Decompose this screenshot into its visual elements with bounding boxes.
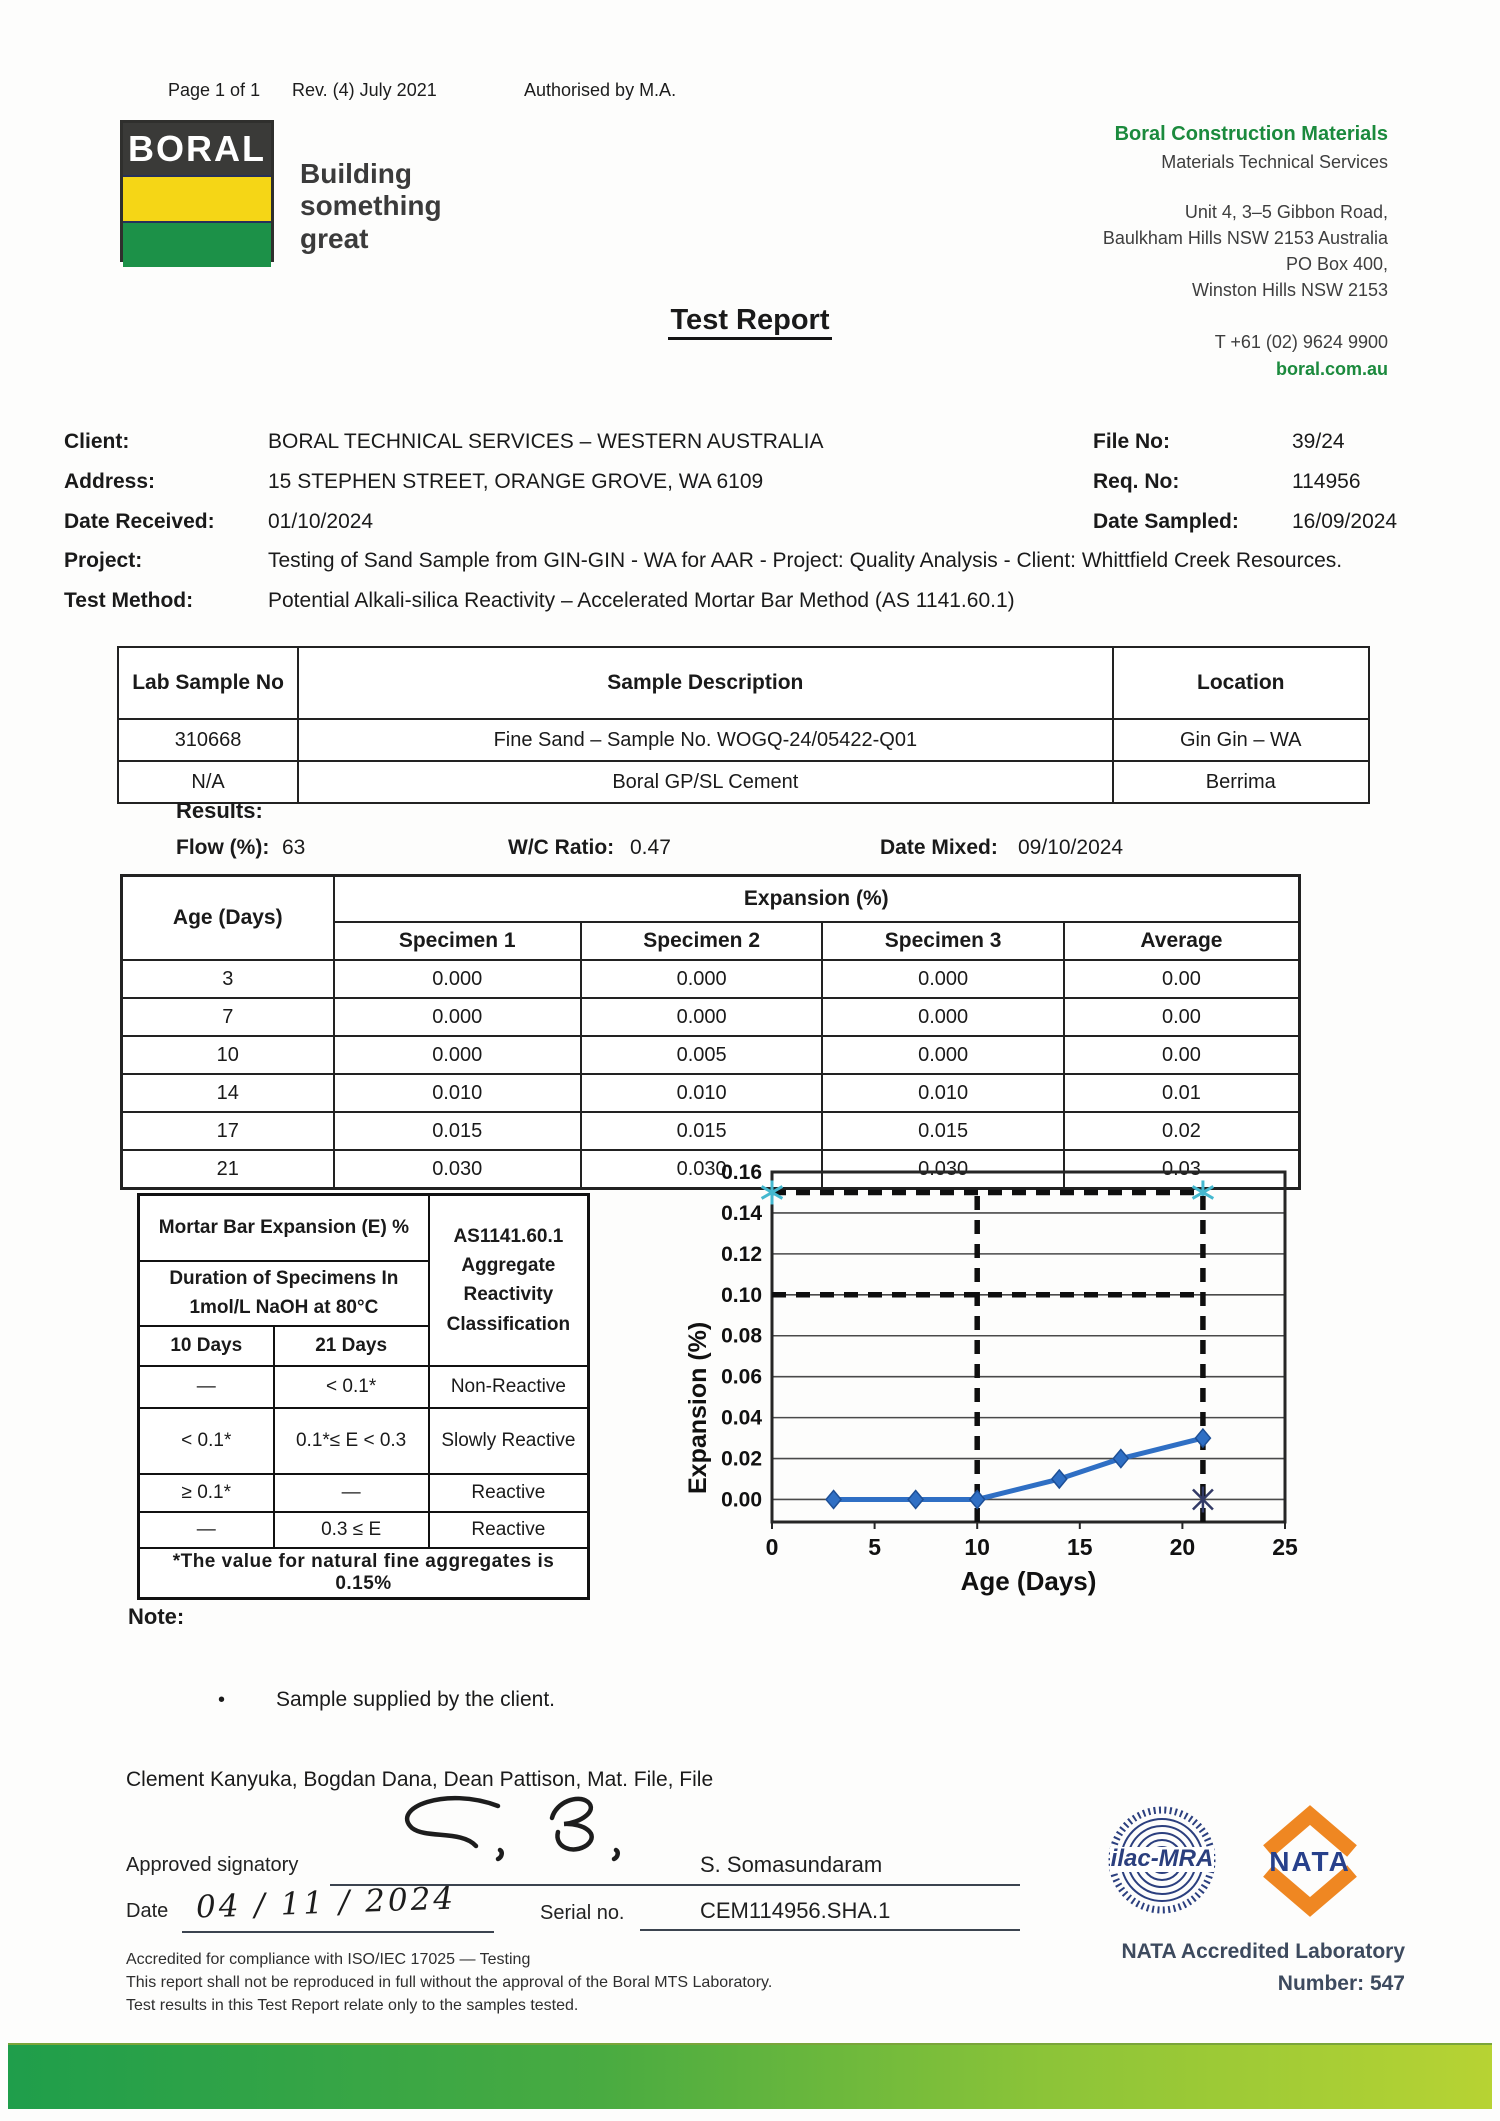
table-row [139, 1474, 589, 1512]
header-cell: 21 Days [274, 1326, 429, 1366]
cell: 17 [122, 1112, 334, 1150]
approved-signatory-name: S. Somasundaram [700, 1852, 883, 1877]
date-received-label: Date Received: [64, 510, 215, 533]
project-label: Project: [64, 549, 143, 572]
date-mixed-value: 09/10/2024 [1018, 836, 1124, 859]
cell: Non-Reactive [429, 1366, 589, 1408]
date-received-value: 01/10/2024 [268, 510, 374, 533]
file-no-value: 39/24 [1292, 430, 1345, 453]
results-heading: Results: [176, 798, 263, 823]
class-header-line: Classification [446, 1313, 571, 1335]
cell: 310668 [118, 719, 298, 761]
expansion-table [120, 874, 1301, 1190]
cell: 7 [122, 998, 334, 1036]
svg-text:20: 20 [1169, 1534, 1196, 1560]
cell: 0.00 [1064, 1036, 1300, 1074]
file-no-label: File No: [1093, 430, 1170, 453]
table-row [118, 719, 1369, 761]
cell: 0.030 [822, 1150, 1063, 1189]
svg-text:0.00: 0.00 [721, 1488, 762, 1512]
cell: 0.000 [581, 998, 822, 1036]
fine-print-line: This report shall not be reproduced in full without the approval of the Boral MTS Laboratory. [126, 1974, 773, 1992]
page-number: Page 1 of 1 [168, 80, 261, 100]
date-sampled-label: Date Sampled: [1093, 510, 1239, 533]
approved-signatory-label: Approved signatory [126, 1854, 299, 1876]
distribution-list: Clement Kanyuka, Bogdan Dana, Dean Pattison, Mat. File, File [126, 1768, 714, 1791]
boral-logo [120, 120, 274, 262]
company-address-line: Winston Hills NSW 2153 [1191, 280, 1388, 301]
header-cell: Sample Description [298, 647, 1112, 719]
company-address-line: Unit 4, 3–5 Gibbon Road, [1184, 202, 1388, 223]
table-row [118, 761, 1369, 803]
chart-canvas [686, 1153, 1326, 1583]
cell: 14 [122, 1074, 334, 1112]
fine-print-line: Accredited for compliance with ISO/IEC 17025 — Testing [126, 1951, 531, 1968]
cell: 0.1*≤ E < 0.3 [274, 1408, 429, 1474]
class-header-line: AS1141.60.1 [453, 1225, 564, 1247]
cell: — [139, 1512, 274, 1548]
table-row [122, 1036, 1300, 1074]
address-value: 15 STEPHEN STREET, ORANGE GROVE, WA 6109 [268, 470, 764, 493]
table-header-row [139, 1195, 589, 1262]
cell: — [274, 1474, 429, 1512]
address-label: Address: [64, 470, 156, 493]
company-department: Materials Technical Services [1161, 152, 1388, 172]
cell: 0.000 [822, 1036, 1063, 1074]
cell: ≥ 0.1* [139, 1474, 274, 1512]
wc-ratio-label: W/C Ratio: [508, 836, 615, 859]
cell: Fine Sand – Sample No. WOGQ-24/05422-Q01 [298, 719, 1112, 761]
date-mixed-label: Date Mixed: [880, 836, 998, 859]
svg-text:5: 5 [868, 1534, 881, 1560]
cell: Reactive [429, 1474, 589, 1512]
class-header-line: Reactivity [463, 1284, 554, 1306]
serial-no-label: Serial no. [540, 1902, 625, 1924]
cell: 0.02 [1064, 1112, 1300, 1150]
cell: 0.000 [334, 1036, 581, 1074]
note-bullet-item [218, 1688, 555, 1712]
cell: 0.030 [581, 1150, 822, 1189]
header-cell [429, 1195, 589, 1366]
date-sampled-value: 16/09/2024 [1292, 510, 1398, 533]
cell: N/A [118, 761, 298, 803]
header-cell: Mortar Bar Expansion (E) % [139, 1195, 429, 1262]
footer-brand-bar [8, 2043, 1492, 2109]
company-phone: T +61 (02) 9624 9900 [1214, 332, 1388, 353]
table-row [139, 1548, 589, 1599]
serial-line [640, 1929, 1020, 1931]
tagline-line: great [300, 222, 369, 254]
report-title [0, 304, 1500, 337]
nata-label: NATA [1269, 1846, 1351, 1877]
chart-ylabel: Expansion (%) [684, 1321, 712, 1495]
tagline-line: something [300, 190, 442, 222]
fine-print [126, 1948, 886, 2018]
report-title-text: Test Report [668, 304, 833, 340]
test-method-label: Test Method: [64, 589, 194, 612]
svg-text:0.04: 0.04 [721, 1406, 762, 1430]
ilac-mra-logo [1108, 1806, 1216, 1914]
req-no-label: Req. No: [1093, 470, 1180, 493]
header-cell [139, 1261, 429, 1326]
header-cell: 10 Days [139, 1326, 274, 1366]
svg-text:10: 10 [964, 1534, 990, 1560]
table-row [139, 1366, 589, 1408]
cell: 0.000 [822, 960, 1063, 998]
header-cell: Specimen 3 [822, 922, 1063, 960]
fine-print-line: Test results in this Test Report relate only to the samples tested. [126, 1997, 579, 2015]
boral-wordmark: BORAL [128, 128, 266, 169]
cell: 0.015 [822, 1112, 1063, 1150]
duration-line: Duration of Specimens In [169, 1268, 399, 1289]
bullet-icon: • [218, 1689, 226, 1711]
company-block [908, 120, 1388, 382]
cell: — [139, 1366, 274, 1408]
svg-text:0.02: 0.02 [721, 1447, 762, 1471]
authorised-label: Authorised by M.A. [524, 80, 677, 100]
cell: Boral GP/SL Cement [298, 761, 1112, 803]
class-header-line: Aggregate [461, 1255, 556, 1276]
cell: 0.010 [334, 1074, 581, 1112]
cell: Berrima [1113, 761, 1369, 803]
logo-green-band [123, 223, 271, 267]
flow-value: 63 [282, 836, 306, 859]
client-label: Client: [64, 430, 130, 453]
project-value: Testing of Sand Sample from GIN-GIN - WA for AAR - Project: Quality Analysis - Client: Whittfield Creek Resources. [268, 549, 1343, 572]
header-cell: Age (Days) [122, 876, 334, 961]
header-cell: Lab Sample No [118, 647, 298, 719]
header-cell: Expansion (%) [334, 876, 1300, 923]
table-row [139, 1512, 589, 1548]
duration-line: 1mol/L NaOH at 80°C [189, 1297, 379, 1319]
cell: 0.015 [581, 1112, 822, 1150]
note-heading: Note: [128, 1604, 185, 1629]
cell: 0.000 [822, 998, 1063, 1036]
client-value: BORAL TECHNICAL SERVICES – WESTERN AUSTRALIA [268, 430, 824, 453]
table-row [122, 1074, 1300, 1112]
ilac-mra-label: ilac-MRA [1110, 1845, 1214, 1872]
table-row [122, 998, 1300, 1036]
cell: Gin Gin – WA [1113, 719, 1369, 761]
date-line [182, 1931, 494, 1933]
company-name: Boral Construction Materials [1114, 123, 1388, 145]
cell: 0.000 [581, 960, 822, 998]
cell: < 0.1* [139, 1408, 274, 1474]
classification-footnote: *The value for natural fine aggregates is 0.15% [139, 1548, 589, 1599]
cell: 3 [122, 960, 334, 998]
nata-accredited-line: NATA Accredited Laboratory [1121, 1940, 1405, 1963]
cell: < 0.1* [274, 1366, 429, 1408]
cell: 0.005 [581, 1036, 822, 1074]
cell: 0.000 [334, 960, 581, 998]
flow-label: Flow (%): [176, 836, 270, 859]
svg-text:0.12: 0.12 [721, 1242, 762, 1266]
cell: 0.03 [1064, 1150, 1300, 1189]
cell: 0.030 [334, 1150, 581, 1189]
serial-no-value: CEM114956.SHA.1 [700, 1898, 891, 1923]
nata-accreditation-text [985, 1940, 1405, 1996]
header-cell: Specimen 2 [581, 922, 822, 960]
handwritten-signature [380, 1792, 660, 1887]
cell: Reactive [429, 1512, 589, 1548]
wc-ratio-value: 0.47 [630, 836, 671, 859]
svg-text:25: 25 [1272, 1534, 1298, 1560]
classification-table [137, 1193, 590, 1600]
svg-text:0.06: 0.06 [721, 1365, 762, 1389]
cell: Slowly Reactive [429, 1408, 589, 1474]
tagline-line: Building [300, 158, 412, 189]
header-cell: Average [1064, 922, 1300, 960]
chart-xlabel: Age (Days) [960, 1566, 1097, 1596]
test-method-value: Potential Alkali-silica Reactivity – Accelerated Mortar Bar Method (AS 1141.60.1) [268, 589, 1015, 612]
req-no-value: 114956 [1292, 470, 1361, 493]
svg-text:0: 0 [765, 1534, 779, 1560]
sample-table [117, 646, 1370, 804]
svg-text:0.10: 0.10 [721, 1283, 762, 1307]
svg-text:15: 15 [1067, 1534, 1093, 1560]
logo-yellow-band [123, 175, 271, 223]
svg-text:0.14: 0.14 [721, 1201, 762, 1225]
table-row [122, 1112, 1300, 1150]
nata-number-line: Number: 547 [1277, 1972, 1405, 1995]
company-address-line: PO Box 400, [1285, 254, 1388, 275]
cell: 0.000 [334, 998, 581, 1036]
date-label: Date [126, 1900, 169, 1922]
svg-text:0.16: 0.16 [721, 1161, 762, 1184]
cell: 10 [122, 1036, 334, 1074]
svg-text:0.08: 0.08 [721, 1324, 762, 1348]
company-website: boral.com.au [1275, 358, 1388, 379]
nata-logo [1258, 1803, 1362, 1917]
company-address-line: Baulkham Hills NSW 2153 Australia [1102, 228, 1388, 249]
table-row [122, 960, 1300, 998]
boral-tagline [300, 158, 442, 255]
table-header-row [122, 876, 1300, 923]
revision-label: Rev. (4) July 2021 [292, 80, 437, 100]
table-header-row [118, 647, 1369, 719]
table-row [139, 1408, 589, 1474]
cell: 0.00 [1064, 960, 1300, 998]
cell: 0.010 [581, 1074, 822, 1112]
cell: 0.015 [334, 1112, 581, 1150]
header-cell: Location [1113, 647, 1369, 719]
cell: 0.3 ≤ E [274, 1512, 429, 1548]
cell: 0.00 [1064, 998, 1300, 1036]
header-cell: Specimen 1 [334, 922, 581, 960]
cell: 21 [122, 1150, 334, 1189]
note-bullet-text: Sample supplied by the client. [276, 1688, 555, 1711]
handwritten-date: 04 / 11 / 2024 [195, 1880, 457, 1926]
cell: 0.01 [1064, 1074, 1300, 1112]
expansion-chart [686, 1153, 1326, 1653]
cell: 0.010 [822, 1074, 1063, 1112]
